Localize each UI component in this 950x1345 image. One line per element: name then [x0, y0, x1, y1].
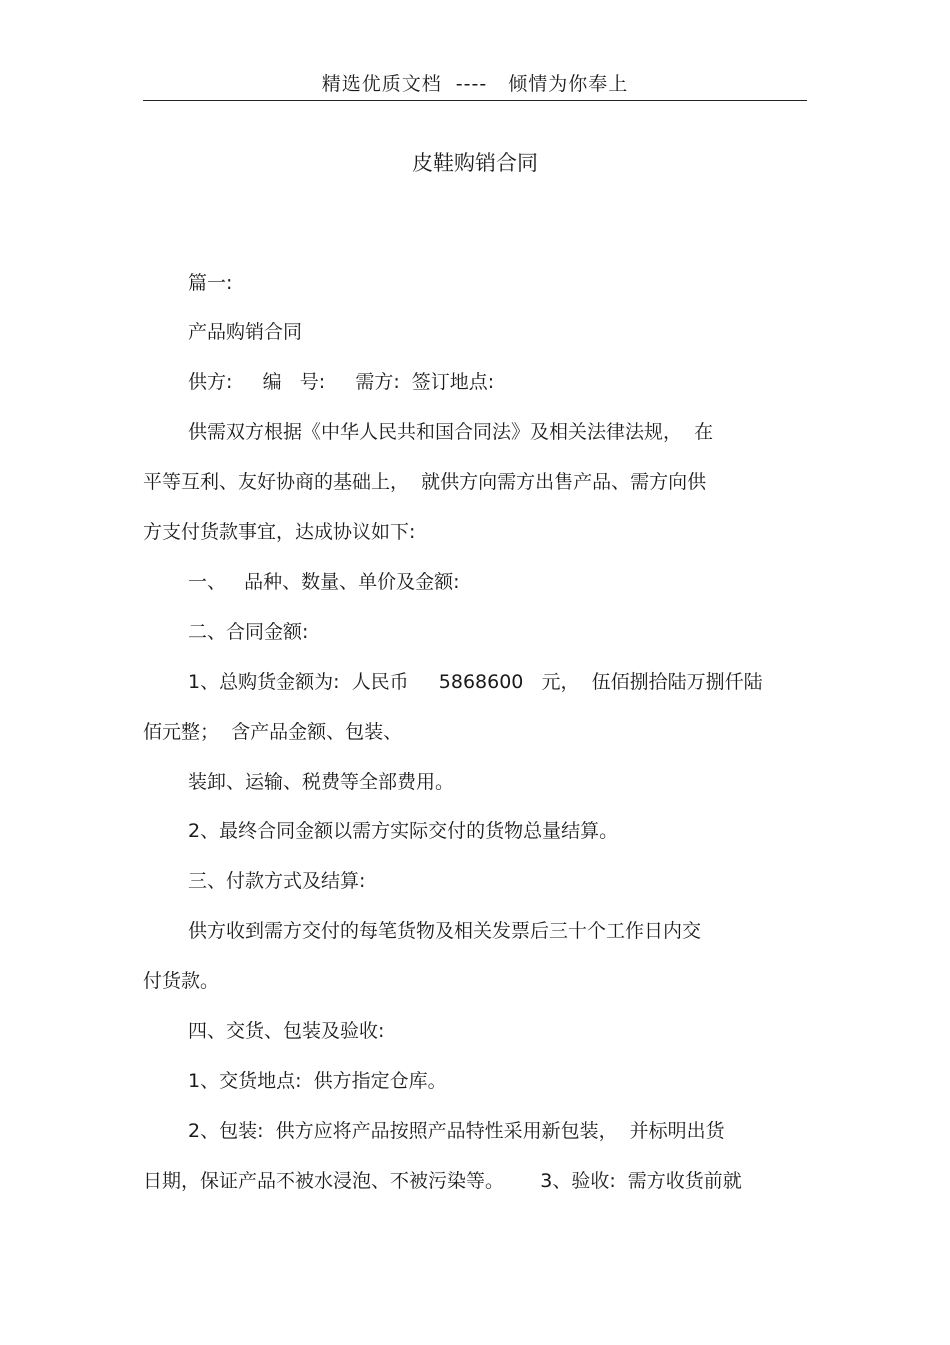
paragraph-line: 日期，保证产品不被水浸泡、不被污染等。 3、验收: 需方收货前就	[143, 1170, 742, 1192]
paragraph-line: 装卸、运输、税费等全部费用。	[188, 771, 455, 793]
paragraph-line: 1、交货地点: 供方指定仓库。	[188, 1070, 447, 1092]
clause-heading: 二、合同金额:	[188, 621, 309, 643]
paragraph-line: 佰元整； 含产品金额、包装、	[143, 721, 403, 743]
contract-subtitle: 产品购销合同	[188, 321, 303, 343]
paragraph-line: 2、包装: 供方应将产品按照产品特性采用新包装， 并标明出货	[188, 1120, 725, 1142]
paragraph-line: 供方收到需方交付的每笔货物及相关发票后三十个工作日内交	[188, 920, 702, 942]
page-header: 精选优质文档 ---- 倾情为你奉上	[321, 73, 629, 95]
paragraph-line: 2、最终合同金额以需方实际交付的货物总量结算。	[188, 820, 619, 842]
paragraph-line: 1、总购货金额为: 人民币 5868600 元， 伍佰捌拾陆万捌仟陆	[188, 671, 763, 693]
paragraph-line: 平等互利、友好协商的基础上， 就供方向需方出售产品、需方向供	[143, 471, 707, 493]
clause-heading: 一、 品种、数量、单价及金额:	[188, 571, 460, 593]
paragraph-line: 付货款。	[143, 970, 220, 992]
party-fields-line: 供方: 编 号: 需方: 签订地点:	[188, 371, 495, 393]
paragraph-line: 方支付货款事宜，达成协议如下:	[143, 521, 416, 543]
header-divider	[143, 100, 807, 101]
clause-heading: 四、交货、包装及验收:	[188, 1020, 385, 1042]
document-title: 皮鞋购销合同	[412, 151, 538, 175]
section-label: 篇一:	[188, 272, 233, 294]
paragraph-line: 供需双方根据《中华人民共和国合同法》及相关法律法规， 在	[188, 421, 714, 443]
clause-heading: 三、付款方式及结算:	[188, 870, 366, 892]
